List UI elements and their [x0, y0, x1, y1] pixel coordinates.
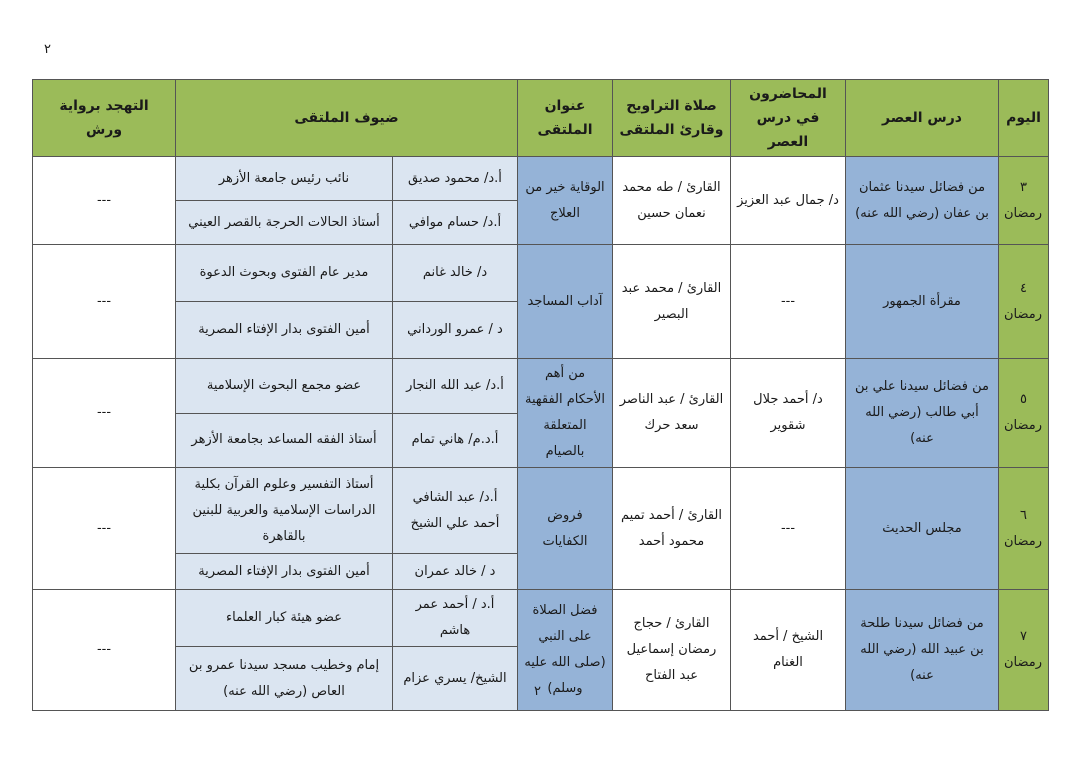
guest-name: د / عمرو الورداني: [393, 302, 518, 359]
table-row: [33, 468, 1049, 554]
tahajjud-cell: ---: [33, 468, 176, 590]
header-guests: ضيوف الملتقى: [176, 80, 518, 157]
guest-name: أ.د/ حسام موافي: [393, 201, 518, 245]
guest-name: د / خالد عمران: [393, 554, 518, 590]
day-number: ٤: [1020, 280, 1027, 296]
guest-name: أ.د / أحمد عمر هاشم: [393, 590, 518, 647]
day-word: رمضان: [1003, 418, 1042, 433]
asr-lesson-cell: من فضائل سيدنا عثمان بن عفان (رضي الله عنه): [846, 157, 999, 245]
guest-position: أمين الفتوى بدار الإفتاء المصرية: [176, 554, 393, 590]
day-word: رمضان: [1003, 533, 1042, 549]
header-row: [33, 80, 1049, 157]
table-row: [33, 157, 1049, 201]
title-cell: فروض الكفايات: [518, 468, 613, 590]
guest-position: نائب رئيس جامعة الأزهر: [176, 157, 393, 201]
taraweeh-cell: القارئ / عبد الناصر سعد حرك: [613, 359, 731, 468]
guest-name: أ.د.م/ هاني تمام: [393, 413, 518, 468]
guest-position: مدير عام الفتوى وبحوث الدعوة: [176, 245, 393, 302]
tahajjud-cell: ---: [33, 245, 176, 359]
asr-lesson-cell: مجلس الحديث: [846, 468, 999, 590]
tahajjud-cell: ---: [33, 157, 176, 245]
lecturer-cell: د/ جمال عبد العزيز: [731, 157, 846, 245]
guest-position: أستاذ التفسير وعلوم القرآن بكلية الدراسات الإسلامية والعربية للبنين بالقاهرة: [176, 468, 393, 554]
asr-lesson-cell: من فضائل سيدنا طلحة بن عبيد الله (رضي الله عنه): [846, 590, 999, 711]
tahajjud-cell: ---: [33, 359, 176, 468]
header-title: عنوان الملتقى: [518, 80, 613, 157]
tahajjud-cell: ---: [33, 590, 176, 711]
guest-name: أ.د/ محمود صديق: [393, 157, 518, 201]
page-number-top: ٢: [44, 42, 51, 57]
day-word: رمضان: [1003, 655, 1042, 670]
guest-position: عضو مجمع البحوث الإسلامية: [176, 359, 393, 414]
header-tahajjud: التهجد برواية ورش: [33, 80, 176, 157]
taraweeh-cell: القارئ / أحمد تميم محمود أحمد: [613, 468, 731, 590]
title-cell: من أهم الأحكام الفقهية المتعلقة بالصيام: [518, 359, 613, 468]
guest-position: عضو هيئة كبار العلماء: [176, 590, 393, 647]
day-word: رمضان: [1003, 205, 1042, 221]
asr-lesson-cell: مقرأة الجمهور: [846, 245, 999, 359]
header-lecturers: المحاضرون في درس العصر: [731, 80, 846, 157]
day-number: ٥: [1020, 392, 1027, 407]
guest-position: أستاذ الحالات الحرجة بالقصر العيني: [176, 201, 393, 245]
taraweeh-cell: القارئ / حجاج رمضان إسماعيل عبد الفتاح: [613, 590, 731, 711]
table-row: [33, 590, 1049, 647]
title-cell: الوقاية خير من العلاج: [518, 157, 613, 245]
lecturer-cell: ---: [731, 468, 846, 590]
guest-position: إمام وخطيب مسجد سيدنا عمرو بن العاص (رضي الله عنه): [176, 647, 393, 711]
day-number: ٧: [1020, 629, 1027, 644]
page-number-bottom: ٢: [534, 684, 541, 699]
table-row: [33, 245, 1049, 302]
day-cell: [999, 157, 1049, 245]
title-cell: فضل الصلاة على النبي (صلى الله عليه وسلم): [518, 590, 613, 711]
table-row: [33, 359, 1049, 414]
lecturer-cell: د/ أحمد جلال شقوير: [731, 359, 846, 468]
asr-lesson-cell: من فضائل سيدنا علي بن أبي طالب (رضي الله عنه): [846, 359, 999, 468]
day-cell: [999, 359, 1049, 468]
day-number: ٦: [1020, 507, 1027, 523]
title-cell: آداب المساجد: [518, 245, 613, 359]
day-number: ٣: [1020, 179, 1027, 195]
ramadan-schedule-table: [32, 79, 1049, 711]
guest-name: أ.د/ عبد الشافي أحمد علي الشيخ: [393, 468, 518, 554]
guest-name: أ.د/ عبد الله النجار: [393, 359, 518, 414]
day-cell: [999, 590, 1049, 711]
day-cell: [999, 468, 1049, 590]
header-day: اليوم: [999, 80, 1049, 157]
guest-position: أمين الفتوى بدار الإفتاء المصرية: [176, 302, 393, 359]
guest-name: د/ خالد غانم: [393, 245, 518, 302]
day-cell: [999, 245, 1049, 359]
lecturer-cell: الشيخ / أحمد الغنام: [731, 590, 846, 711]
taraweeh-cell: القارئ / طه محمد نعمان حسين: [613, 157, 731, 245]
header-taraweeh: صلاة التراويح وقارئ الملتقى: [613, 80, 731, 157]
lecturer-cell: ---: [731, 245, 846, 359]
header-asr-lesson: درس العصر: [846, 80, 999, 157]
taraweeh-cell: القارئ / محمد عبد البصير: [613, 245, 731, 359]
guest-name: الشيخ/ يسري عزام: [393, 647, 518, 711]
guest-position: أستاذ الفقه المساعد بجامعة الأزهر: [176, 413, 393, 468]
day-word: رمضان: [1003, 306, 1042, 322]
